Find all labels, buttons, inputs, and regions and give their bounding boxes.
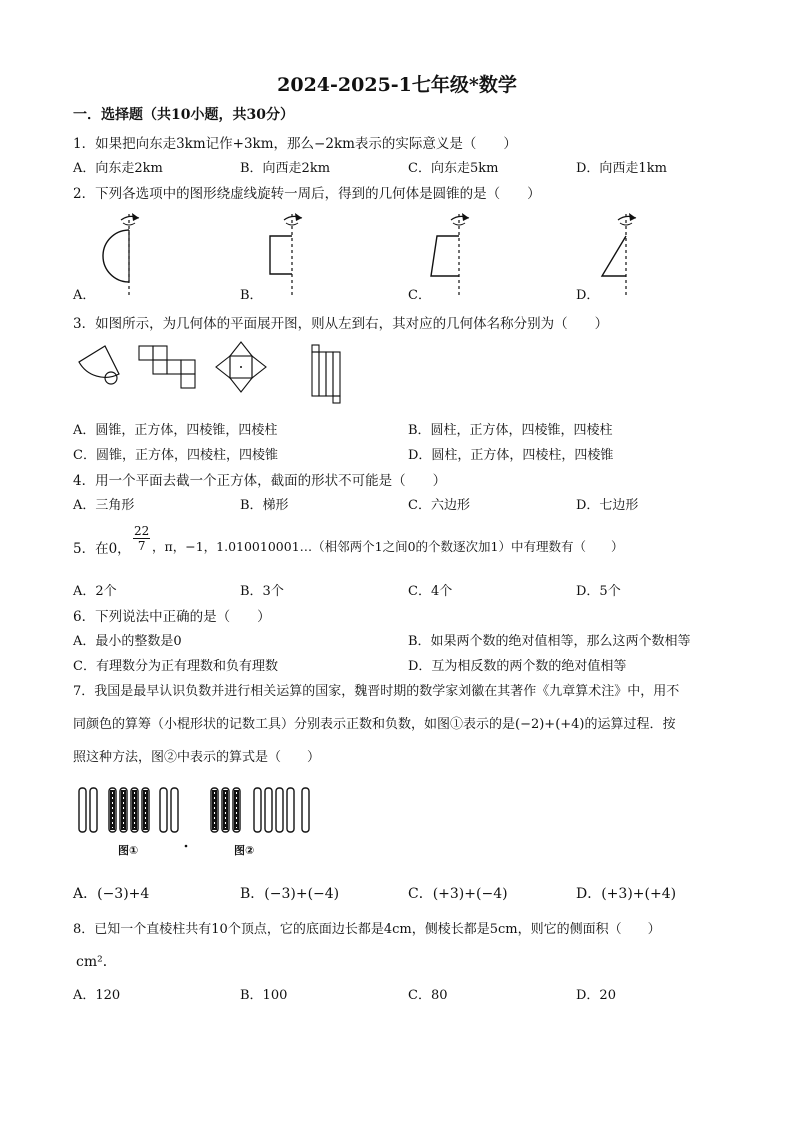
q5-fraction-numerator: 22 — [134, 524, 150, 538]
q2-figure-c — [425, 210, 485, 298]
q7-figure-2-label: 图② — [234, 844, 255, 857]
q2-figure-d — [592, 210, 652, 298]
question-7-line-3: 照这种方法，图②中表示的算式是（ ） — [73, 750, 321, 765]
q2-option-d[interactable]: D． — [576, 288, 600, 303]
question-6-stem: 6．下列说法中正确的是（ ） — [73, 609, 271, 625]
q5-fraction-denominator: 7 — [137, 539, 146, 553]
q5-option-b[interactable]: B．3个 — [240, 584, 284, 599]
question-8-unit: cm²． — [76, 954, 117, 970]
q3-net-prism — [308, 344, 348, 404]
q6-option-d[interactable]: D．互为相反数的两个数的绝对值相等 — [408, 659, 627, 674]
question-2-stem: 2．下列各选项中的图形绕虚线旋转一周后，得到的几何体是圆锥的是（ ） — [73, 186, 541, 202]
page-title: 2024-2025-1七年级*数学 — [277, 74, 517, 96]
q1-option-c[interactable]: C．向东走5km — [408, 161, 499, 176]
q7-option-a[interactable]: A．(−3)+4 — [73, 886, 150, 902]
q5-option-c[interactable]: C．4个 — [408, 584, 453, 599]
question-3-stem: 3．如图所示，为几何体的平面展开图，则从左到右，其对应的几何体名称分别为（ ） — [73, 316, 609, 332]
q4-option-c[interactable]: C．六边形 — [408, 498, 470, 513]
q2-option-c[interactable]: C． — [408, 288, 431, 303]
question-7-line-2: 同颜色的算筹（小棍形状的记数工具）分别表示正数和负数，如图①表示的是(−2)+(+4)的运算过程．按 — [73, 717, 676, 732]
q7-option-c[interactable]: C．(+3)+(−4) — [408, 886, 508, 902]
q5-option-a[interactable]: A．2个 — [73, 584, 117, 599]
q8-option-c[interactable]: C．80 — [408, 988, 448, 1003]
question-5-stem-end: ，π，−1，1.010010001…（相邻两个1之间0的个数逐次加1）中有理数有（ ） — [152, 539, 624, 554]
q3-net-pyramid — [214, 340, 270, 396]
q7-option-b[interactable]: B．(−3)+(−4) — [240, 886, 340, 902]
q7-option-d[interactable]: D．(+3)+(+4) — [576, 886, 677, 902]
q1-option-d[interactable]: D．向西走1km — [576, 161, 667, 176]
q4-option-d[interactable]: D．七边形 — [576, 498, 639, 513]
q7-figure-1-label: 图① — [118, 844, 139, 857]
q2-figure-b — [258, 210, 318, 298]
section-heading: 一．选择题（共10小题，共30分） — [73, 107, 294, 123]
q3-option-a[interactable]: A．圆锥，正方体，四棱锥，四棱柱 — [73, 423, 278, 438]
q1-option-b[interactable]: B．向西走2km — [240, 161, 331, 176]
q3-option-d[interactable]: D．圆柱，正方体，四棱柱，四棱锥 — [408, 448, 614, 463]
q4-option-b[interactable]: B．梯形 — [240, 498, 289, 513]
q6-option-c[interactable]: C．有理数分为正有理数和负有理数 — [73, 659, 278, 674]
q2-option-a[interactable]: A． — [73, 288, 96, 303]
q8-option-a[interactable]: A．120 — [73, 988, 121, 1003]
q3-option-c[interactable]: C．圆锥，正方体，四棱柱，四棱锥 — [73, 448, 278, 463]
q2-figure-a — [95, 210, 155, 298]
q8-option-d[interactable]: D．20 — [576, 988, 616, 1003]
q3-net-cone — [75, 338, 135, 388]
q4-option-a[interactable]: A．三角形 — [73, 498, 135, 513]
q5-option-d[interactable]: D．5个 — [576, 584, 621, 599]
question-1-stem: 1．如果把向东走3km记作+3km，那么−2km表示的实际意义是（ ） — [73, 136, 517, 152]
q7-counting-rods-figure — [74, 784, 318, 858]
q8-option-b[interactable]: B．100 — [240, 988, 288, 1003]
q3-option-b[interactable]: B．圆柱，正方体，四棱锥，四棱柱 — [408, 423, 613, 438]
q6-option-b[interactable]: B．如果两个数的绝对值相等，那么这两个数相等 — [408, 634, 691, 649]
question-7-line-1: 7．我国是最早认识负数并进行相关运算的国家，魏晋时期的数学家刘徽在其著作《九章算术注》中，用不 — [73, 684, 680, 699]
q2-option-b[interactable]: B． — [240, 288, 263, 303]
question-5-stem-start: 5．在0， — [73, 541, 131, 557]
q5-fraction — [133, 524, 150, 553]
question-4-stem: 4．用一个平面去截一个正方体，截面的形状不可能是（ ） — [73, 473, 447, 489]
q3-net-cube — [138, 342, 208, 390]
q6-option-a[interactable]: A．最小的整数是0 — [73, 634, 182, 649]
q1-option-a[interactable]: A．向东走2km — [73, 161, 163, 176]
question-8-line-1: 8．已知一个直棱柱共有10个顶点，它的底面边长都是4cm，侧棱长都是5cm，则它的侧面积（ ） — [73, 922, 661, 937]
